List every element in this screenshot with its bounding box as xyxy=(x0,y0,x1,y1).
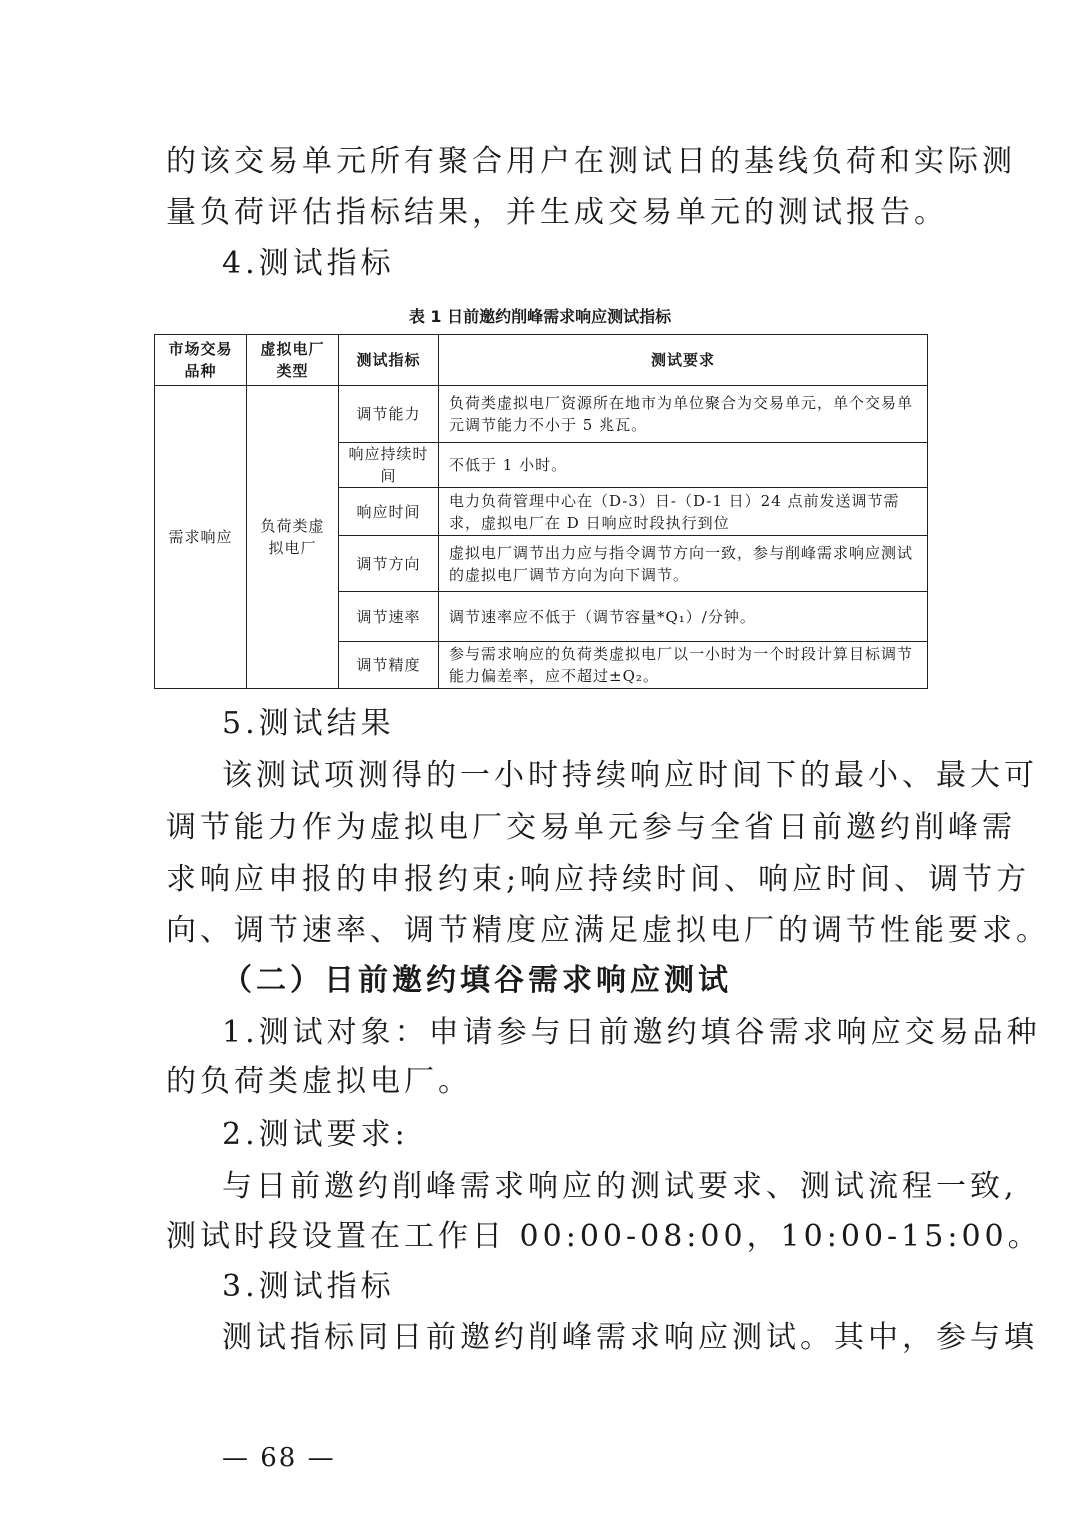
paragraph-line: 量负荷评估指标结果，并生成交易单元的测试报告。 xyxy=(166,195,948,230)
paragraph-line: 2.测试要求: xyxy=(222,1117,409,1152)
table-row xyxy=(155,386,928,443)
requirement-cell: 电力负荷管理中心在（D-3）日-（D-1 日）24 点前发送调节需求，虚拟电厂在 D 日响应时段执行到位 xyxy=(439,488,928,536)
header-market-type: 市场交易品种 xyxy=(155,335,247,386)
paragraph-line: 调节能力作为虚拟电厂交易单元参与全省日前邀约削峰需 xyxy=(166,810,1016,845)
vpp-type-cell: 负荷类虚拟电厂 xyxy=(247,386,339,689)
paragraph-line: 与日前邀约削峰需求响应的测试要求、测试流程一致, xyxy=(222,1169,1018,1204)
requirement-cell: 负荷类虚拟电厂资源所在地市为单位聚合为交易单元，单个交易单元调节能力不小于 5 兆瓦。 xyxy=(439,386,928,443)
paragraph-line: 1.测试对象：申请参与日前邀约填谷需求响应交易品种 xyxy=(222,1015,1041,1050)
market-type-cell: 需求响应 xyxy=(155,386,247,689)
page-number: — 68 — xyxy=(222,1443,336,1473)
index-cell: 调节精度 xyxy=(339,642,439,689)
header-test-index: 测试指标 xyxy=(339,335,439,386)
table-header-row xyxy=(155,335,928,386)
heading-5-test-result: 5.测试结果 xyxy=(222,706,395,741)
paragraph-line: 向、调节速率、调节精度应满足虚拟电厂的调节性能要求。 xyxy=(166,913,1050,948)
index-cell: 调节速率 xyxy=(339,592,439,642)
paragraph-line: 测试指标同日前邀约削峰需求响应测试。其中，参与填 xyxy=(222,1320,1038,1355)
header-test-requirement: 测试要求 xyxy=(439,335,928,386)
paragraph-line: 求响应申报的申报约束;响应持续时间、响应时间、调节方 xyxy=(166,862,1031,897)
paragraph-line: 的该交易单元所有聚合用户在测试日的基线负荷和实际测 xyxy=(166,144,1016,179)
index-cell: 调节方向 xyxy=(339,536,439,592)
heading-4-test-index: 4.测试指标 xyxy=(222,246,395,281)
section-heading: （二）日前邀约填谷需求响应测试 xyxy=(222,963,732,998)
paragraph-line: 测试时段设置在工作日 00:00-08:00，10:00-15:00。 xyxy=(166,1219,1042,1254)
requirement-cell: 虚拟电厂调节出力应与指令调节方向一致，参与削峰需求响应测试的虚拟电厂调节方向为向下调节。 xyxy=(439,536,928,592)
paragraph-line: 该测试项测得的一小时持续响应时间下的最小、最大可 xyxy=(222,758,1038,793)
table-caption: 表 1 日前邀约削峰需求响应测试指标 xyxy=(408,307,672,326)
header-vpp-type: 虚拟电厂类型 xyxy=(247,335,339,386)
paragraph-line: 的负荷类虚拟电厂。 xyxy=(166,1064,472,1099)
requirement-cell: 调节速率应不低于（调节容量*Q₁）/分钟。 xyxy=(439,592,928,642)
requirement-cell: 不低于 1 小时。 xyxy=(439,443,928,488)
index-cell: 响应时间 xyxy=(339,488,439,536)
index-cell: 调节能力 xyxy=(339,386,439,443)
paragraph-line: 3.测试指标 xyxy=(222,1269,395,1304)
requirement-cell: 参与需求响应的负荷类虚拟电厂以一小时为一个时段计算目标调节能力偏差率，应不超过±Q₂。 xyxy=(439,642,928,689)
index-cell: 响应持续时间 xyxy=(339,443,439,488)
test-index-table xyxy=(154,334,928,689)
